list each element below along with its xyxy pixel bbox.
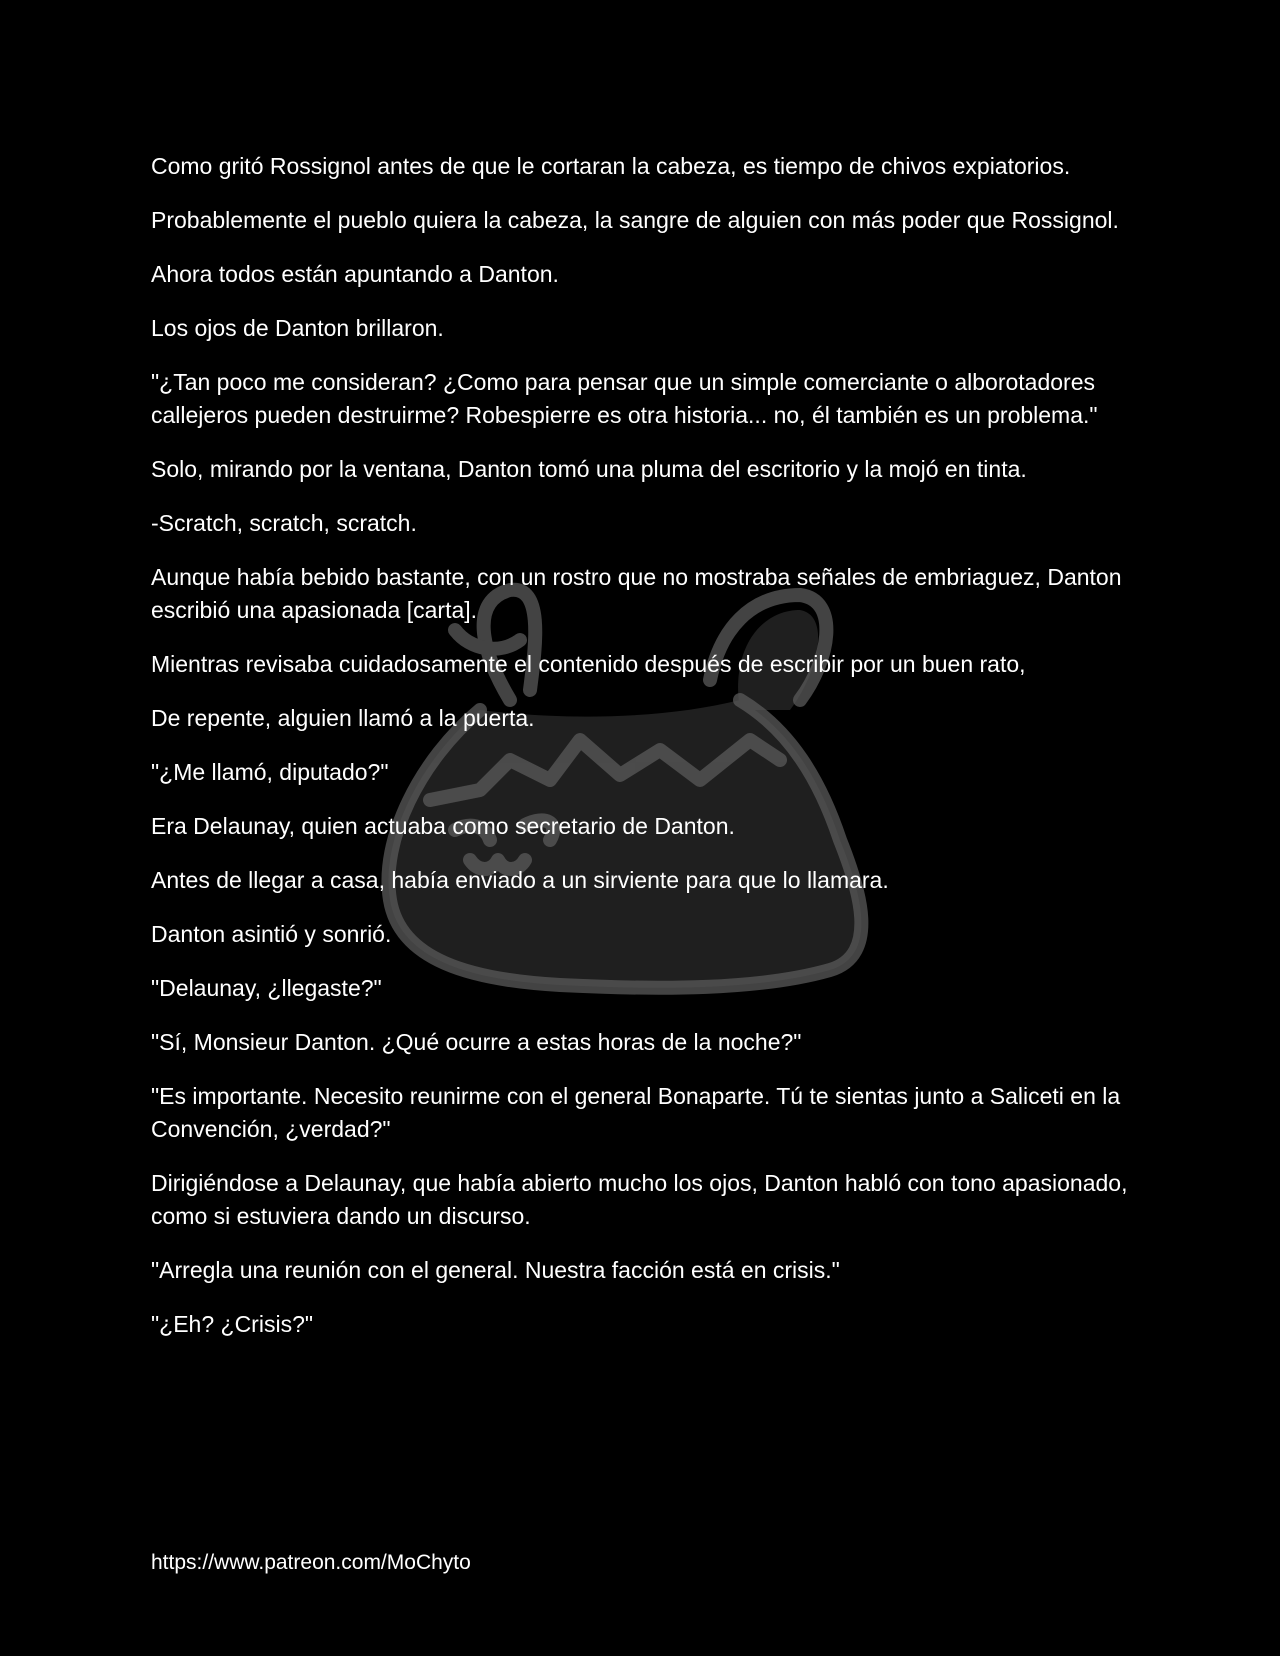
paragraph: Era Delaunay, quien actuaba como secretario de Danton.	[151, 813, 735, 839]
paragraph: "¿Tan poco me consideran? ¿Como para pensar que un simple comerciante o alborotadores callejeros pueden destruirme? Robespierre es otra historia... no, él también es un problema."	[151, 369, 1098, 428]
paragraph: "Delaunay, ¿llegaste?"	[151, 975, 382, 1001]
paragraph: Antes de llegar a casa, había enviado a un sirviente para que lo llamara.	[151, 867, 889, 893]
paragraph: "¿Eh? ¿Crisis?"	[151, 1311, 314, 1337]
paragraph: "Sí, Monsieur Danton. ¿Qué ocurre a estas horas de la noche?"	[151, 1029, 802, 1055]
paragraph: De repente, alguien llamó a la puerta.	[151, 705, 535, 731]
paragraph: Ahora todos están apuntando a Danton.	[151, 261, 559, 287]
paragraph: Solo, mirando por la ventana, Danton tomó una pluma del escritorio y la mojó en tinta.	[151, 456, 1027, 482]
paragraph: "Es importante. Necesito reunirme con el general Bonaparte. Tú te sientas junto a Saliceti en la Convención, ¿verdad?"	[151, 1083, 1121, 1142]
paragraph: Danton asintió y sonrió.	[151, 921, 392, 947]
paragraph: "Arregla una reunión con el general. Nuestra facción está en crisis."	[151, 1257, 840, 1283]
paragraph: -Scratch, scratch, scratch.	[151, 510, 417, 536]
paragraph: Probablemente el pueblo quiera la cabeza, la sangre de alguien con más poder que Rossignol.	[151, 207, 1119, 233]
chapter-text	[151, 150, 1151, 1362]
paragraph: "¿Me llamó, diputado?"	[151, 759, 389, 785]
patreon-link[interactable]: https://www.patreon.com/MoChyto	[151, 1551, 471, 1574]
paragraph: Como gritó Rossignol antes de que le cortaran la cabeza, es tiempo de chivos expiatorios.	[151, 153, 1071, 179]
paragraph: Dirigiéndose a Delaunay, que había abierto mucho los ojos, Danton habló con tono apasionado, como si estuviera dando un discurso.	[151, 1170, 1128, 1229]
paragraph: Aunque había bebido bastante, con un rostro que no mostraba señales de embriaguez, Danton escribió una apasionada [carta].	[151, 564, 1122, 623]
paragraph: Los ojos de Danton brillaron.	[151, 315, 444, 341]
paragraph: Mientras revisaba cuidadosamente el contenido después de escribir por un buen rato,	[151, 651, 1026, 677]
